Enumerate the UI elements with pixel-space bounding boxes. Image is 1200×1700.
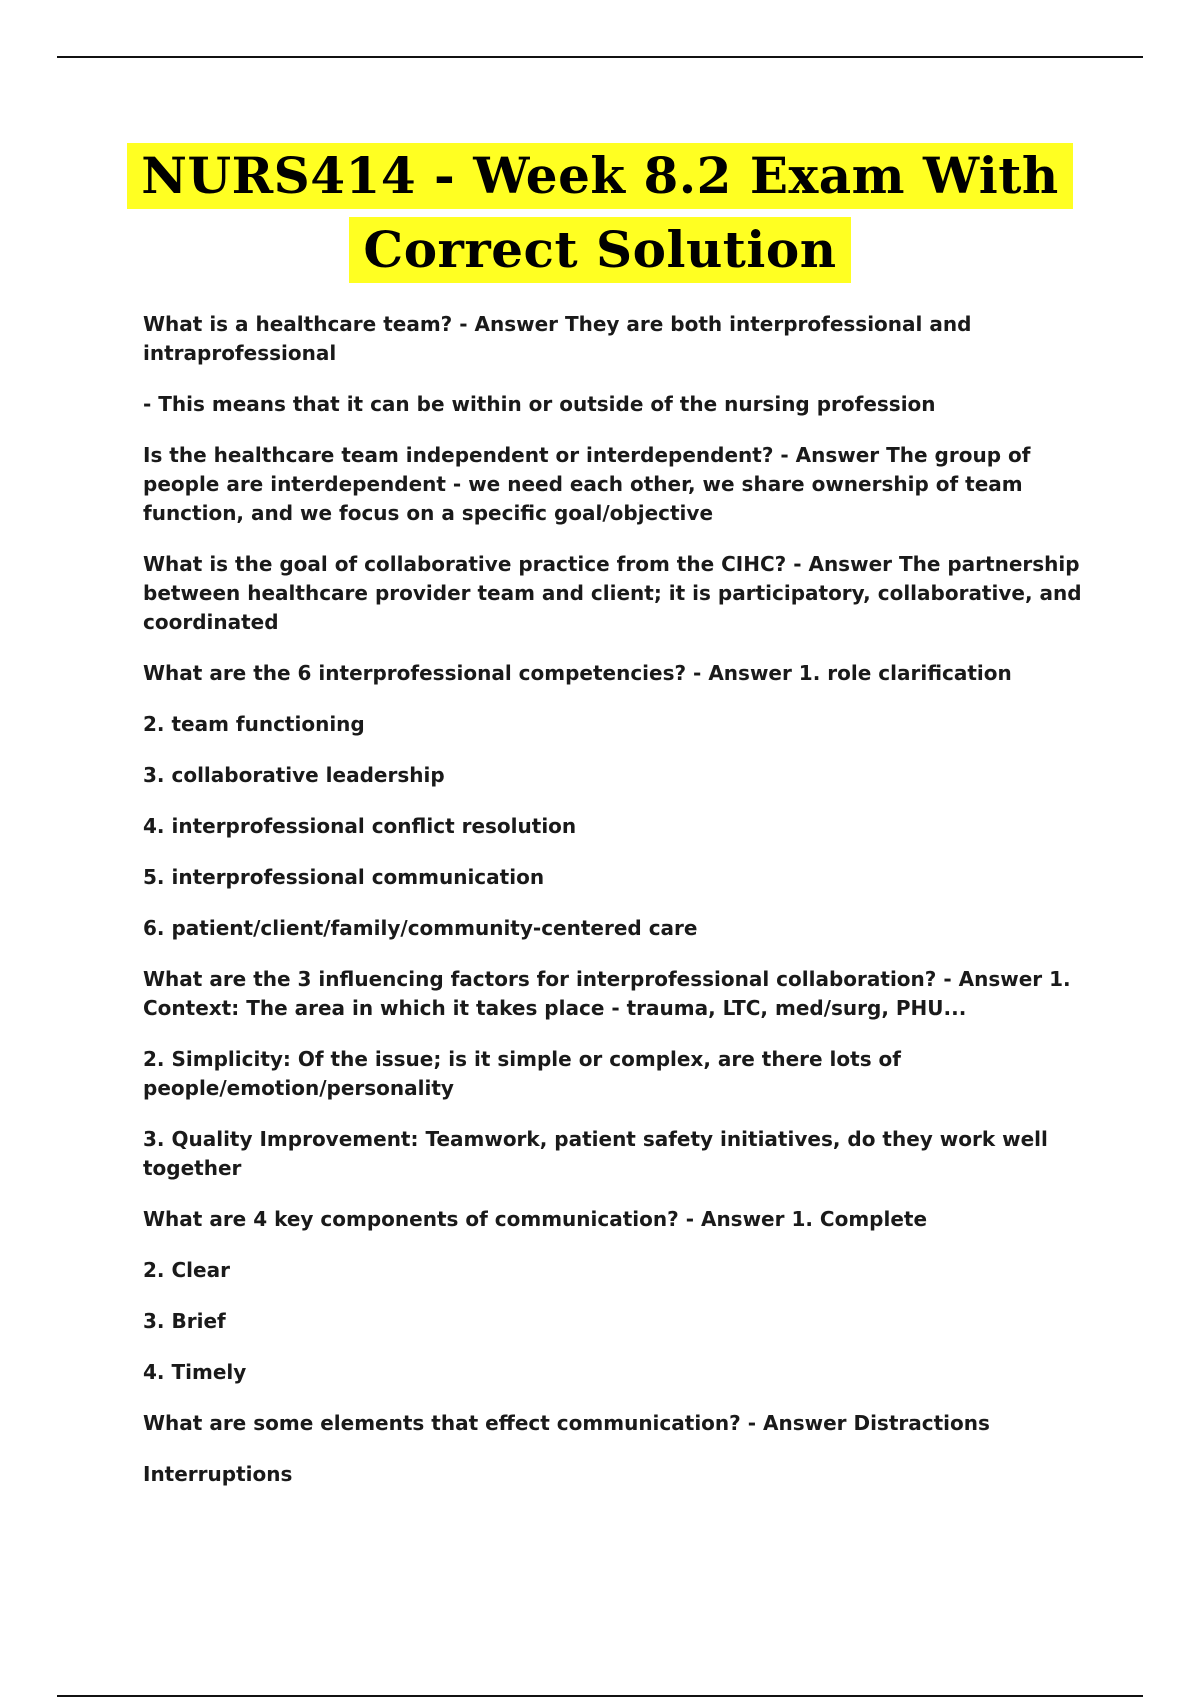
top-divider [57,56,1143,58]
paragraph: Is the healthcare team independent or interdependent? - Answer The group of people are interdependent - we need each other, we share ownership of team function, and we focus on a specific goal/objective [143,443,1031,525]
paragraph: 4. Timely [143,1360,247,1384]
paragraph: 2. Clear [143,1258,230,1282]
paragraph: 2. Simplicity: Of the issue; is it simple or complex, are there lots of people/emotion/personality [143,1047,901,1100]
paragraph: What is a healthcare team? - Answer They are both interprofessional and intraprofessional [143,312,972,365]
bottom-divider [57,1695,1143,1697]
paragraph: What are 4 key components of communication? - Answer 1. Complete [143,1207,928,1231]
paragraph: What are the 6 interprofessional competencies? - Answer 1. role clarification [143,661,1012,685]
paragraph: What is the goal of collaborative practice from the CIHC? - Answer The partnership between healthcare provider team and client; it is participatory, collaborative, and coordinated [143,552,1082,634]
title-line-1: NURS414 - Week 8.2 Exam With [127,143,1072,209]
paragraph: 3. Brief [143,1309,226,1333]
paragraph: What are some elements that effect communication? - Answer Distractions [143,1411,990,1435]
paragraph: 3. collaborative leadership [143,763,445,787]
document-body [143,310,1103,1511]
paragraph: What are the 3 influencing factors for interprofessional collaboration? - Answer 1. Context: The area in which it takes place - trauma, LTC, med/surg, PHU... [143,967,1071,1020]
title-line-2: Correct Solution [349,217,850,283]
paragraph: 2. team functioning [143,712,365,736]
paragraph: 4. interprofessional conflict resolution [143,814,577,838]
document-title [0,143,1200,283]
paragraph: 6. patient/client/family/community-centered care [143,916,698,940]
paragraph: Interruptions [143,1462,293,1486]
paragraph: 5. interprofessional communication [143,865,545,889]
paragraph: - This means that it can be within or outside of the nursing profession [143,392,936,416]
paragraph: 3. Quality Improvement: Teamwork, patient safety initiatives, do they work well together [143,1127,1048,1180]
